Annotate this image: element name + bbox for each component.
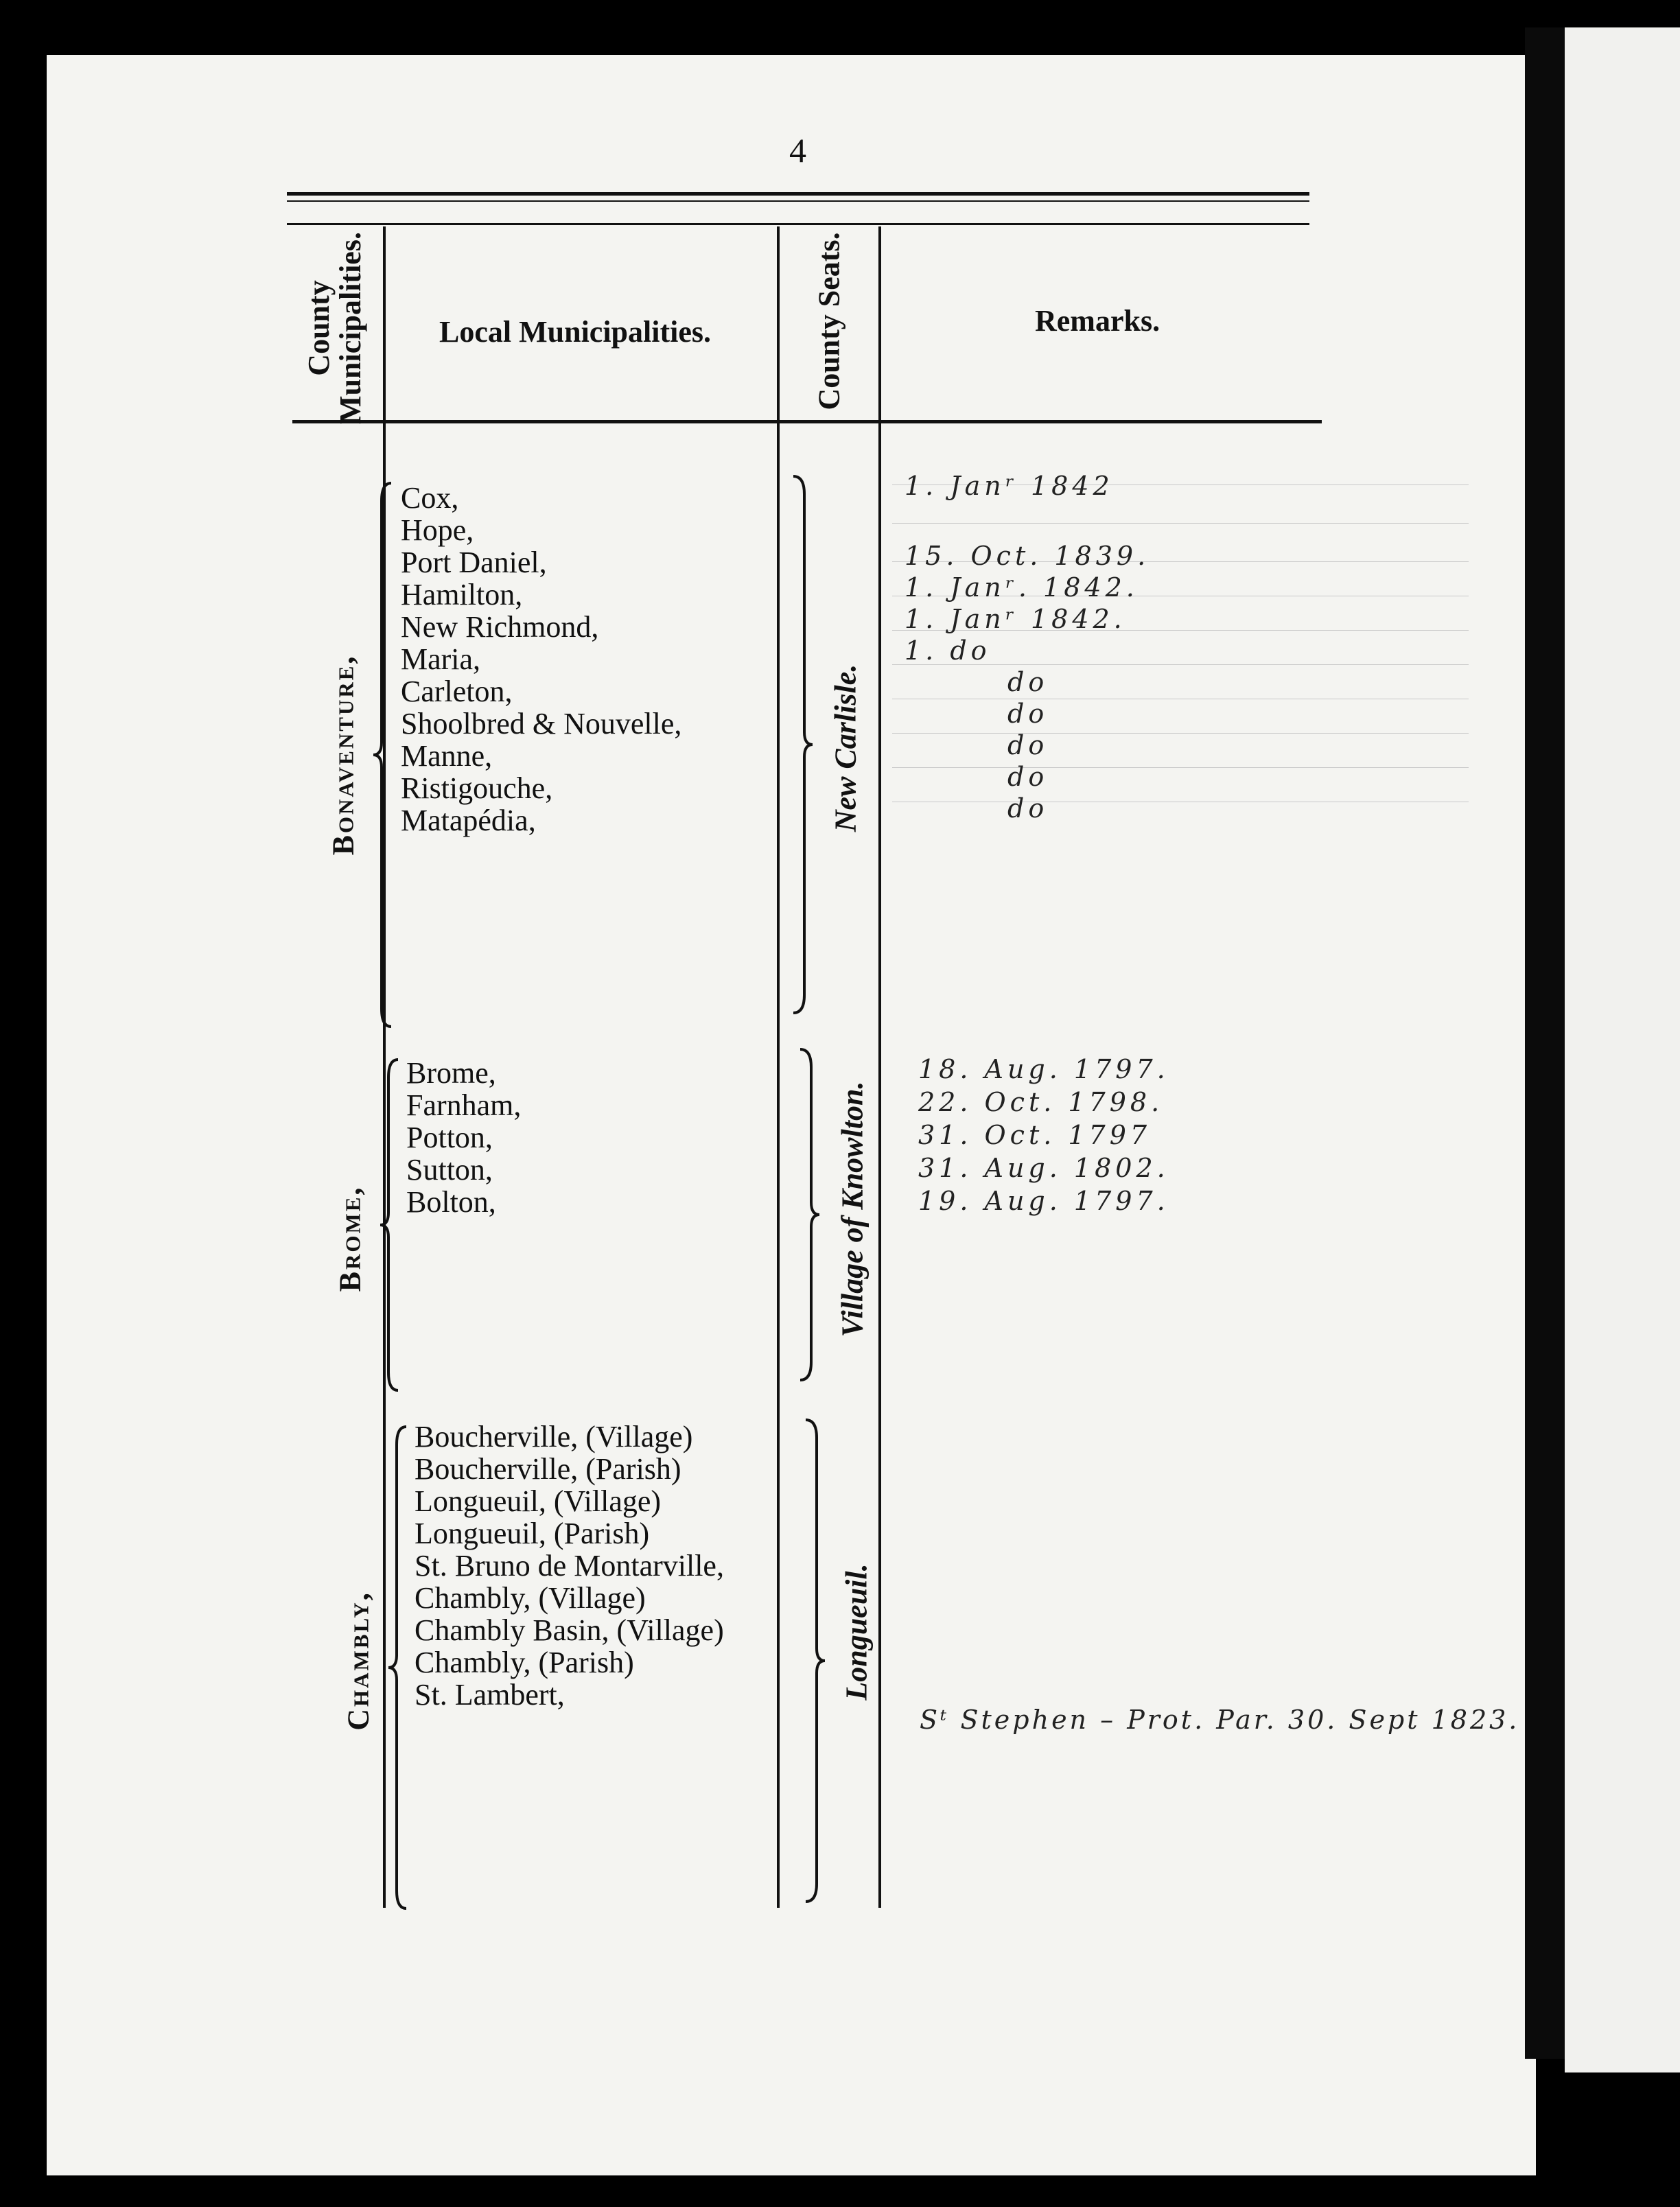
column-divider-2 [777,226,780,1908]
county-seat: Village of Knowlton. [835,1081,870,1338]
municipality: Hamilton, [401,578,523,611]
county-brace [371,480,398,1029]
municipality: Chambly, (Parish) [415,1646,634,1679]
county-name: Chambly, [341,1591,375,1731]
municipality: Manne, [401,739,493,773]
county-name: Bonaventure, [326,654,360,856]
municipality: Bolton, [406,1185,496,1219]
remark: 15. Oct. 1839. [905,541,1150,571]
municipality: Ristigouche, [401,771,553,805]
header-top-rule [287,223,1309,225]
remark: 22. Oct. 1798. [918,1087,1164,1117]
municipality-list [401,482,681,837]
header-local-municipalities: Local Municipalities. [439,315,711,349]
ruled-line [892,523,1469,524]
municipality: Longueuil, (Parish) [415,1517,650,1550]
municipality: Port Daniel, [401,546,547,579]
municipality: Boucherville, (Parish) [415,1452,681,1486]
county-brace [386,1424,413,1911]
document-page [47,55,1536,2175]
header-county-municipalities: County Municipalities. [302,232,367,424]
municipality: Maria, [401,642,481,676]
municipality: Matapédia, [401,804,536,837]
header-remarks: Remarks. [1035,304,1160,338]
ruled-line [892,767,1469,768]
page-number: 4 [789,131,806,170]
seat-brace [789,474,817,1016]
header-county-seats: County Seats. [812,232,846,410]
remark: 18. Aug. 1797. [918,1054,1169,1084]
municipality: Longueuil, (Village) [415,1484,662,1518]
municipality: Sutton, [406,1153,493,1187]
municipality: Farnham, [406,1088,522,1122]
remark: do [1007,699,1049,729]
remark: 1. Janʳ 1842 [905,471,1114,501]
remark: 31. Oct. 1797 [918,1120,1152,1150]
remark: 31. Aug. 1802. [918,1153,1169,1183]
remark: Sᵗ Stephen – Prot. Par. 30. Sept 1823. [920,1705,1520,1735]
header-bottom-rule [292,420,1322,423]
municipality: Boucherville, (Village) [415,1420,693,1453]
top-rule-thin [287,200,1309,202]
municipality: Chambly, (Village) [415,1581,646,1615]
municipality: Cox, [401,481,459,515]
county-seat: Longueuil. [839,1563,874,1701]
remark: 1. Janʳ 1842. [905,604,1126,634]
municipality: Hope, [401,513,474,547]
municipality: St. Bruno de Montarville, [415,1549,724,1583]
remark: do [1007,667,1049,697]
remark: 19. Aug. 1797. [918,1186,1169,1216]
remark: 1. Janʳ. 1842. [905,572,1139,603]
next-page-edge [1565,27,1680,2072]
seat-brace [802,1417,829,1904]
county-name: Brome, [333,1185,367,1292]
municipality: Chambly Basin, (Village) [415,1613,724,1647]
column-divider-3 [878,226,881,1908]
seat-brace [796,1047,824,1383]
remark: do [1007,793,1049,824]
municipality-list [406,1057,521,1218]
ruled-line [892,733,1469,734]
municipality-list [415,1421,724,1711]
municipality: St. Lambert, [415,1678,565,1712]
county-brace [377,1057,405,1393]
municipality: Potton, [406,1121,493,1154]
remark: do [1007,730,1049,760]
municipality: Brome, [406,1056,496,1090]
municipality: New Richmond, [401,610,599,644]
remark: do [1007,762,1049,792]
county-seat: New Carlisle. [828,664,863,832]
municipality: Shoolbred & Nouvelle, [401,707,682,740]
municipality: Carleton, [401,675,513,708]
page-binding [1525,27,1565,2059]
top-rule [287,192,1309,196]
remark: 1. do [905,635,991,666]
